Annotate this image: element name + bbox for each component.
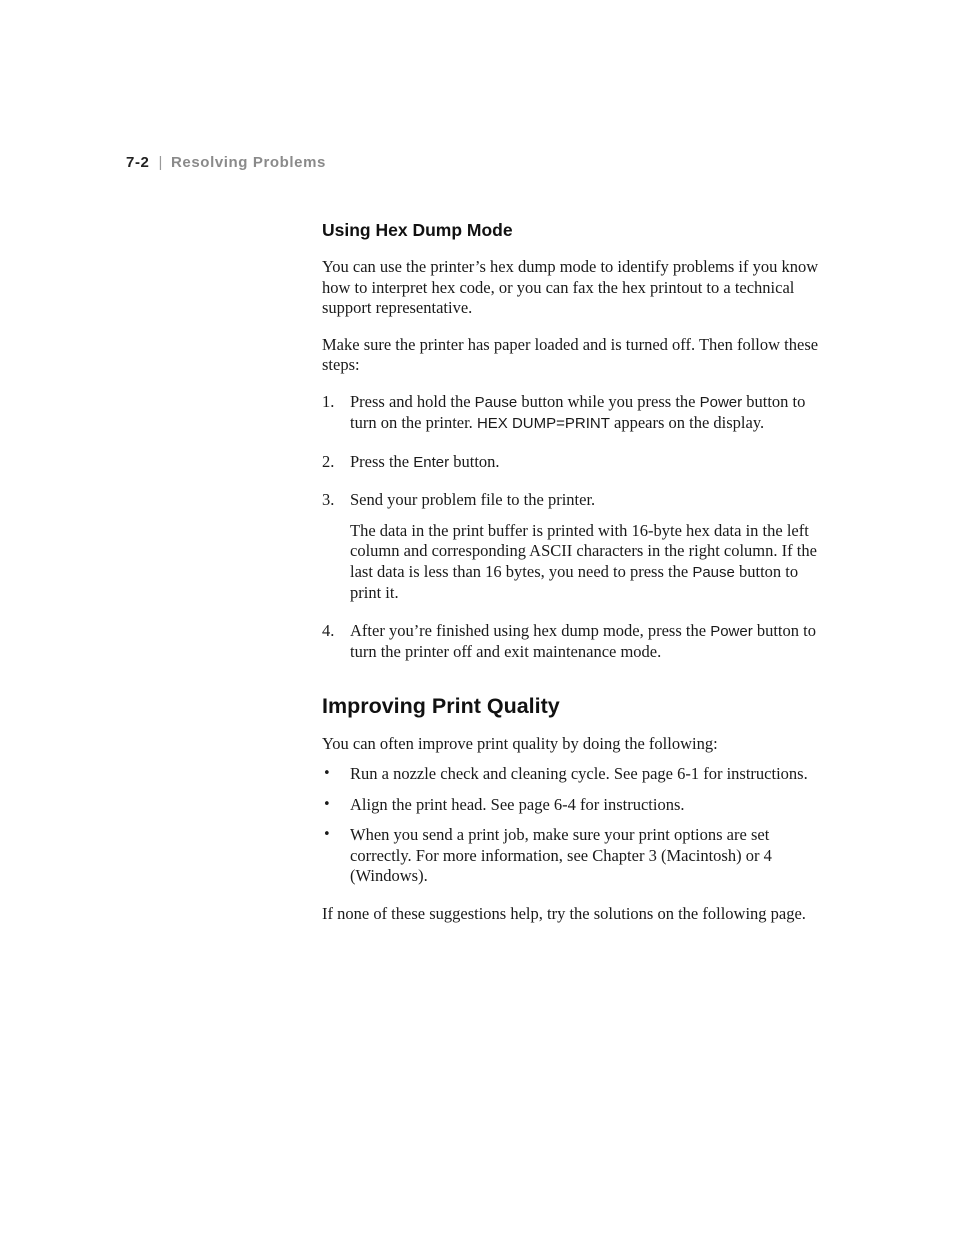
header-separator: | <box>158 154 163 171</box>
print-quality-closing: If none of these suggestions help, try the solutions on the following page. <box>322 903 806 923</box>
step-text: The data in the print buffer is printed with 16-byte hex data in the left column and corresponding ASCII characters in the right column. If the last data is less than 16 bytes, you need to press the <box>350 520 817 581</box>
step-1 <box>322 392 828 435</box>
step-text: button while you press the <box>517 391 700 411</box>
print-quality-tips <box>322 764 828 887</box>
power-key-label: Power <box>710 622 753 640</box>
print-quality-intro: You can often improve print quality by doing the following: <box>322 733 718 753</box>
display-message: HEX DUMP=PRINT <box>476 415 610 432</box>
tip-text: When you send a print job, make sure your print options are set correctly. For more information, see Chapter 3 (Macintosh) or 4 (Windows). <box>350 825 772 885</box>
page-number: 7-2 <box>126 154 150 171</box>
step-text: After you’re finished using hex dump mode, press the <box>350 620 711 640</box>
step-number: 3. <box>322 490 335 509</box>
step-number: 2. <box>322 451 335 471</box>
step-number: 1. <box>322 391 335 411</box>
hex-dump-prep: Make sure the printer has paper loaded and is turned off. Then follow these steps: <box>322 334 819 374</box>
bullet-icon: • <box>323 796 331 812</box>
step-text: Press the <box>350 451 414 471</box>
step-4 <box>322 621 828 663</box>
step-text: button to print it. <box>350 561 799 602</box>
bullet-icon: • <box>323 766 331 781</box>
chapter-title: Resolving Problems <box>170 154 326 171</box>
hex-dump-steps <box>322 392 828 663</box>
page-body <box>322 218 828 940</box>
pause-key-label: Pause <box>692 563 735 581</box>
step-text: button to turn on the printer. <box>350 391 806 432</box>
print-quality-heading: Improving Print Quality <box>322 693 560 718</box>
hex-dump-heading: Using Hex Dump Mode <box>322 220 513 240</box>
step-3-detail <box>350 521 828 604</box>
step-text: Press and hold the <box>350 391 475 411</box>
power-key-label: Power <box>699 393 743 411</box>
step-text: button. <box>449 451 500 471</box>
enter-key-label: Enter <box>413 453 450 471</box>
list-item <box>322 764 828 785</box>
step-3 <box>322 490 828 604</box>
bullet-icon: • <box>323 827 331 842</box>
list-item <box>322 825 828 887</box>
running-header <box>126 154 326 171</box>
hex-dump-intro: You can use the printer’s hex dump mode to identify problems if you know how to interpret hex code, or you can fax the hex printout to a technical support representative. <box>322 257 819 317</box>
tip-text: Align the print head. See page 6-4 for instructions. <box>350 794 685 814</box>
step-text: button to turn the printer off and exit maintenance mode. <box>350 620 816 661</box>
step-2 <box>322 452 828 474</box>
step-text: Send your problem file to the printer. <box>350 490 596 509</box>
step-number: 4. <box>322 620 335 640</box>
list-item <box>322 795 828 816</box>
step-text: appears on the display. <box>609 413 765 432</box>
tip-text: Run a nozzle check and cleaning cycle. See page 6-1 for instructions. <box>350 764 808 783</box>
pause-key-label: Pause <box>474 393 518 411</box>
